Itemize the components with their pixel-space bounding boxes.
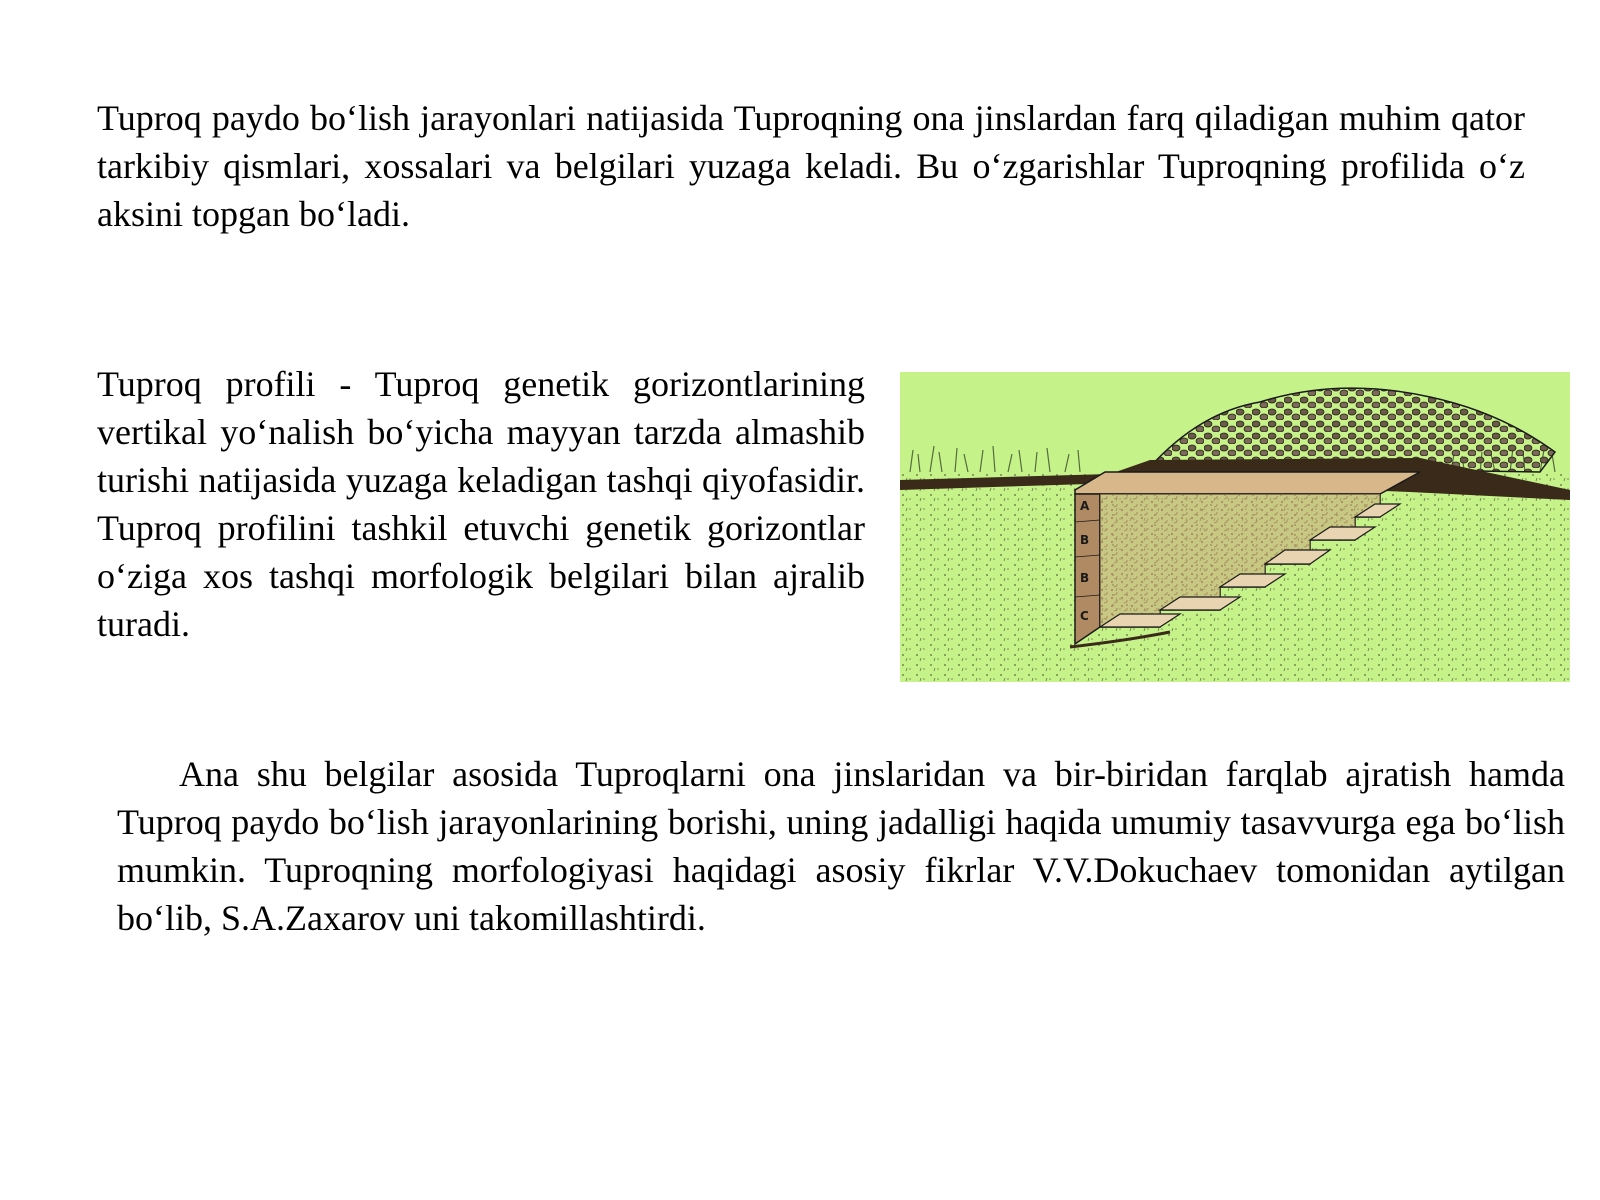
- horizon-label-b1: B: [1080, 533, 1090, 547]
- intro-paragraph: Tuproq paydo bo‘lish jarayonlari natijasida Tuproqning ona jinslardan farq qiladigan muhim qator tarkibiy qismlari, xossalari va belgilari yuzaga keladi. Bu o‘zgarishlar Tuproqning profilida o‘z aksini topgan bo‘ladi.: [97, 98, 1525, 234]
- soil-profile-drawing: [900, 372, 1570, 682]
- morphology-paragraph: Ana shu belgilar asosida Tuproqlarni ona jinslaridan va bir-biridan farqlab ajratish hamda Tuproq paydo bo‘lish jarayonlarining borishi, uning jadalligi haqida umumiy tasavvurga ega bo‘lish mumkin. Tuproqning morfologiyasi haqidagi asosiy fikrlar V.V.Dokuchaev tomonidan aytilgan bo‘lib, S.A.Zaxarov uni takomillashtirdi.: [117, 754, 1565, 938]
- horizon-label-a: A: [1080, 499, 1090, 513]
- profile-definition-paragraph: Tuproq profili - Tuproq genetik gorizontlarining vertikal yo‘nalish bo‘yicha mayyan tarzda almashib turishi natijasida yuzaga keladigan tashqi qiyofasidir. Tuproq profilini tashkil etuvchi genetik gorizontlar o‘ziga xos tashqi morfologik belgilari bilan ajralib turadi.: [97, 364, 865, 644]
- horizon-label-b2: B: [1080, 571, 1090, 585]
- soil-profile-pit-illustration: [900, 372, 1570, 682]
- horizon-label-c: C: [1080, 609, 1089, 623]
